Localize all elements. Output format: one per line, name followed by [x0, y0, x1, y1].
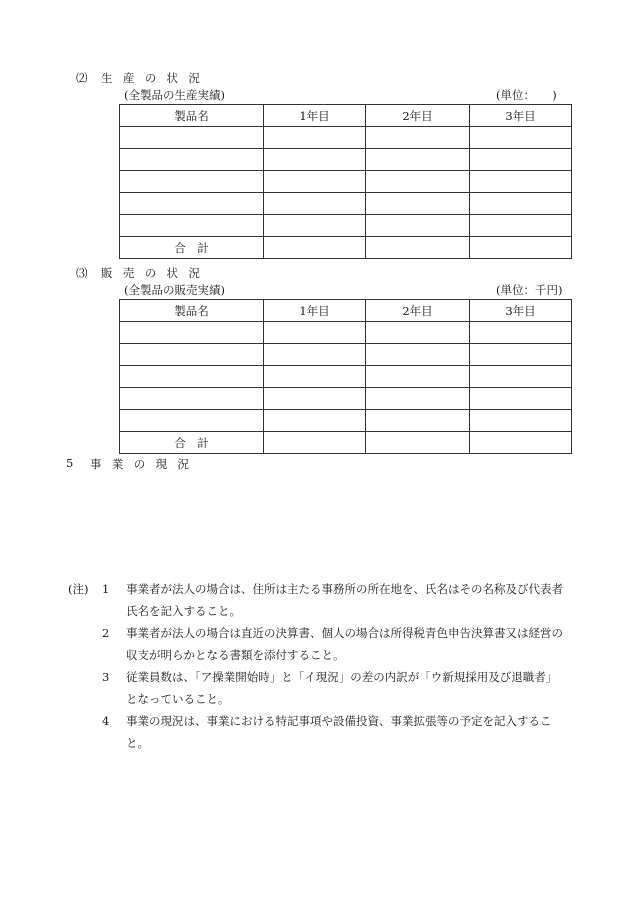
- note-item: [68, 666, 568, 710]
- business-heading: 事業の現況: [90, 457, 200, 471]
- table-cell[interactable]: [366, 366, 470, 388]
- table-cell[interactable]: [366, 410, 470, 432]
- table-row: [120, 322, 572, 344]
- table-row: [120, 127, 572, 149]
- note-item: [68, 710, 568, 754]
- table-cell[interactable]: [264, 127, 366, 149]
- table-cell[interactable]: [366, 432, 470, 454]
- table-row: [120, 149, 572, 171]
- header-year-3: 3年目: [470, 300, 572, 322]
- table-cell[interactable]: [470, 193, 572, 215]
- table-cell[interactable]: [366, 215, 470, 237]
- table-cell[interactable]: [120, 344, 264, 366]
- table-cell[interactable]: [366, 127, 470, 149]
- table-cell[interactable]: [366, 171, 470, 193]
- table-cell[interactable]: [470, 322, 572, 344]
- table-cell[interactable]: [120, 366, 264, 388]
- production-heading: 生産の状況: [101, 71, 211, 85]
- table-cell[interactable]: [470, 366, 572, 388]
- table-row: [120, 215, 572, 237]
- table-cell[interactable]: [366, 388, 470, 410]
- note-number: 1: [102, 582, 110, 596]
- table-cell[interactable]: [120, 127, 264, 149]
- table-row: [120, 344, 572, 366]
- notes-lead: (注): [68, 582, 89, 596]
- table-cell[interactable]: [470, 344, 572, 366]
- business-status-area[interactable]: [90, 474, 570, 564]
- production-heading-num: ⑵: [76, 71, 88, 85]
- note-number: 2: [102, 626, 110, 640]
- business-heading-num: 5: [66, 456, 74, 470]
- table-cell[interactable]: [264, 410, 366, 432]
- table-cell[interactable]: [366, 149, 470, 171]
- header-product-name: 製品名: [120, 105, 264, 127]
- total-row: [120, 432, 572, 454]
- table-cell[interactable]: [120, 171, 264, 193]
- table-cell[interactable]: [264, 237, 366, 259]
- table-cell[interactable]: [120, 322, 264, 344]
- note-text: 従業員数は、「ア操業開始時」と「イ現況」の差の内訳が「ウ新規採用及び退職者」となっていること。: [126, 670, 558, 706]
- table-cell[interactable]: [264, 388, 366, 410]
- table-cell[interactable]: [120, 193, 264, 215]
- table-cell[interactable]: [264, 193, 366, 215]
- header-year-2: 2年目: [366, 105, 470, 127]
- production-table: [119, 104, 572, 259]
- total-label: 合 計: [120, 237, 264, 259]
- table-cell[interactable]: [366, 322, 470, 344]
- header-year-3: 3年目: [470, 105, 572, 127]
- production-subtitle: (全製品の生産実績): [124, 88, 225, 102]
- note-item: [68, 622, 568, 666]
- total-label: 合 計: [120, 432, 264, 454]
- table-cell[interactable]: [264, 215, 366, 237]
- note-item: [68, 578, 568, 622]
- table-row: [120, 193, 572, 215]
- table-cell[interactable]: [264, 344, 366, 366]
- table-cell[interactable]: [366, 237, 470, 259]
- table-cell[interactable]: [120, 388, 264, 410]
- note-text: 事業者が法人の場合は、住所は主たる事務所の所在地を、氏名はその名称及び代表者氏名を記入すること。: [126, 582, 563, 618]
- production-unit: (単位： ): [496, 88, 557, 102]
- sales-heading-num: ⑶: [76, 266, 88, 280]
- table-cell[interactable]: [264, 322, 366, 344]
- note-text: 事業の現況は、事業における特記事項や設備投資、事業拡張等の予定を記入すること。: [126, 714, 552, 750]
- table-cell[interactable]: [470, 237, 572, 259]
- sales-subtitle: (全製品の販売実績): [124, 283, 225, 297]
- header-product-name: 製品名: [120, 300, 264, 322]
- table-header-row: [120, 300, 572, 322]
- header-year-1: 1年目: [264, 300, 366, 322]
- table-cell[interactable]: [264, 366, 366, 388]
- table-cell[interactable]: [120, 215, 264, 237]
- sales-heading: 販売の状況: [101, 266, 211, 280]
- note-number: 3: [102, 670, 110, 684]
- table-row: [120, 388, 572, 410]
- table-cell[interactable]: [264, 149, 366, 171]
- total-row: [120, 237, 572, 259]
- table-row: [120, 171, 572, 193]
- sales-table: [119, 299, 572, 454]
- table-cell[interactable]: [264, 171, 366, 193]
- table-cell[interactable]: [470, 171, 572, 193]
- note-text: 事業者が法人の場合は直近の決算書、個人の場合は所得税青色申告決算書又は経営の収支が明らかとなる書類を添付すること。: [126, 626, 563, 662]
- table-cell[interactable]: [470, 127, 572, 149]
- table-cell[interactable]: [366, 193, 470, 215]
- table-cell[interactable]: [470, 215, 572, 237]
- table-cell[interactable]: [470, 388, 572, 410]
- table-cell[interactable]: [470, 410, 572, 432]
- note-number: 4: [102, 714, 110, 728]
- table-row: [120, 366, 572, 388]
- header-year-1: 1年目: [264, 105, 366, 127]
- table-row: [120, 410, 572, 432]
- table-header-row: [120, 105, 572, 127]
- header-year-2: 2年目: [366, 300, 470, 322]
- table-cell[interactable]: [264, 432, 366, 454]
- table-cell[interactable]: [470, 149, 572, 171]
- notes: [68, 578, 568, 754]
- table-cell[interactable]: [366, 344, 470, 366]
- table-cell[interactable]: [120, 149, 264, 171]
- table-cell[interactable]: [470, 432, 572, 454]
- table-cell[interactable]: [120, 410, 264, 432]
- sales-unit: (単位：千円): [496, 283, 563, 297]
